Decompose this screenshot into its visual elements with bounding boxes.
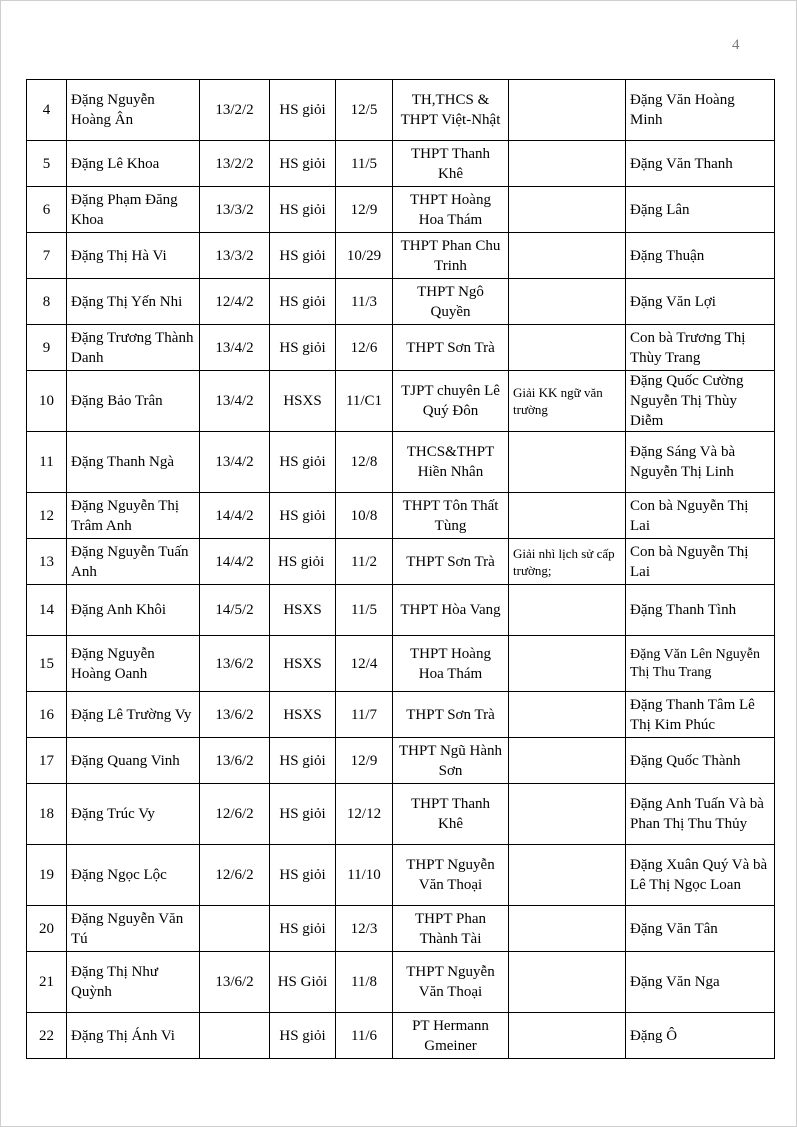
table-row [27, 784, 775, 845]
award-note [509, 233, 626, 279]
student-name: Đặng Lê Khoa [67, 141, 200, 187]
row-number: 18 [27, 784, 67, 845]
row-number: 19 [27, 845, 67, 906]
student-name: Đặng Thị Yến Nhi [67, 279, 200, 325]
student-name: Đặng Thị Ánh Vi [67, 1013, 200, 1059]
class-name: 12/4 [336, 636, 393, 692]
table-row [27, 906, 775, 952]
parent-name: Đặng Văn Lên Nguyễn Thị Thu Trang [626, 636, 775, 692]
school-name: THPT Ngũ Hành Sơn [393, 738, 509, 784]
row-number: 12 [27, 493, 67, 539]
row-number: 13 [27, 539, 67, 585]
academic-rank: HS giỏi [270, 845, 336, 906]
school-name: THPT Ngô Quyền [393, 279, 509, 325]
row-number: 5 [27, 141, 67, 187]
academic-rank: HSXS [270, 636, 336, 692]
school-name: THPT Sơn Trà [393, 539, 509, 585]
award-note [509, 432, 626, 493]
student-name: Đặng Thanh Ngà [67, 432, 200, 493]
award-note [509, 845, 626, 906]
table-row [27, 952, 775, 1013]
birth-date: 13/2/2 [200, 141, 270, 187]
academic-rank: HS giỏi [270, 906, 336, 952]
birth-date: 13/6/2 [200, 636, 270, 692]
birth-date [200, 906, 270, 952]
parent-name: Đặng Ô [626, 1013, 775, 1059]
table-row [27, 738, 775, 784]
student-name: Đặng Ngọc Lộc [67, 845, 200, 906]
academic-rank: HS Giỏi [270, 952, 336, 1013]
parent-name: Đặng Văn Tân [626, 906, 775, 952]
table-row [27, 371, 775, 432]
parent-name: Đặng Văn Lợi [626, 279, 775, 325]
award-note: Giải KK ngữ văn trường [509, 371, 626, 432]
award-note [509, 692, 626, 738]
academic-rank: HS giỏi [270, 539, 336, 585]
class-name: 12/9 [336, 187, 393, 233]
parent-name: Con bà Nguyễn Thị Lai [626, 539, 775, 585]
class-name: 11/7 [336, 692, 393, 738]
student-name: Đặng Thị Như Quỳnh [67, 952, 200, 1013]
student-name: Đặng Bảo Trân [67, 371, 200, 432]
award-note [509, 952, 626, 1013]
row-number: 6 [27, 187, 67, 233]
academic-rank: HS giỏi [270, 1013, 336, 1059]
table-row [27, 432, 775, 493]
student-name: Đặng Nguyễn Văn Tú [67, 906, 200, 952]
academic-rank: HS giỏi [270, 141, 336, 187]
student-name: Đặng Lê Trường Vy [67, 692, 200, 738]
table-row [27, 845, 775, 906]
table-row [27, 141, 775, 187]
school-name [393, 845, 509, 906]
parent-name: Đặng Quốc Cường Nguyễn Thị Thùy Diễm [626, 371, 775, 432]
parent-name: Con bà Nguyễn Thị Lai [626, 493, 775, 539]
student-name: Đặng Nguyễn Tuấn Anh [67, 539, 200, 585]
class-name: 11/5 [336, 141, 393, 187]
parent-name: Đặng Văn Hoàng Minh [626, 80, 775, 141]
parent-name: Đặng Anh Tuấn Và bà Phan Thị Thu Thủy [626, 784, 775, 845]
student-name: Đặng Anh Khôi [67, 585, 200, 636]
row-number: 9 [27, 325, 67, 371]
academic-rank: HS giỏi [270, 784, 336, 845]
class-name: 11/C1 [336, 371, 393, 432]
parent-name: Con bà Trương Thị Thùy Trang [626, 325, 775, 371]
school-name: TH,THCS & THPT Việt-Nhật [393, 80, 509, 141]
student-name: Đặng Nguyễn Hoàng Ân [67, 80, 200, 141]
academic-rank: HS giỏi [270, 80, 336, 141]
parent-name: Đặng Thanh Tâm Lê Thị Kim Phúc [626, 692, 775, 738]
row-number: 8 [27, 279, 67, 325]
award-note [509, 325, 626, 371]
table-row [27, 636, 775, 692]
birth-date: 13/4/2 [200, 371, 270, 432]
award-note: Giải nhì lịch sử cấp trường; [509, 539, 626, 585]
parent-name: Đặng Sáng Và bà Nguyễn Thị Linh [626, 432, 775, 493]
birth-date: 14/5/2 [200, 585, 270, 636]
birth-date: 13/2/2 [200, 80, 270, 141]
table-row [27, 692, 775, 738]
award-note [509, 784, 626, 845]
academic-rank: HS giỏi [270, 493, 336, 539]
class-name: 11/2 [336, 539, 393, 585]
student-name: Đặng Trương Thành Danh [67, 325, 200, 371]
table-row [27, 585, 775, 636]
student-name: Đặng Quang Vinh [67, 738, 200, 784]
row-number: 20 [27, 906, 67, 952]
school-name: THPT Nguyễn Văn Thoại [393, 952, 509, 1013]
academic-rank: HS giỏi [270, 279, 336, 325]
row-number: 4 [27, 80, 67, 141]
birth-date: 13/3/2 [200, 233, 270, 279]
academic-rank: HSXS [270, 692, 336, 738]
parent-name: Đặng Thuận [626, 233, 775, 279]
birth-date: 13/6/2 [200, 952, 270, 1013]
award-note [509, 279, 626, 325]
class-name: 11/8 [336, 952, 393, 1013]
birth-date: 14/4/2 [200, 493, 270, 539]
class-name: 11/5 [336, 585, 393, 636]
award-note [509, 1013, 626, 1059]
row-number: 10 [27, 371, 67, 432]
birth-date: 14/4/2 [200, 539, 270, 585]
award-note [509, 80, 626, 141]
student-name: Đặng Nguyễn Hoàng Oanh [67, 636, 200, 692]
class-name: 12/9 [336, 738, 393, 784]
school-name-text: THPT Nguyễn Văn Thoại [406, 857, 495, 893]
academic-rank: HS giỏi [270, 233, 336, 279]
class-name: 12/6 [336, 325, 393, 371]
award-note [509, 493, 626, 539]
birth-date: 12/4/2 [200, 279, 270, 325]
table-row [27, 279, 775, 325]
row-number: 7 [27, 233, 67, 279]
class-name: 10/29 [336, 233, 393, 279]
class-name: 12/3 [336, 906, 393, 952]
school-name: THPT Phan Thành Tài [393, 906, 509, 952]
birth-date [200, 1013, 270, 1059]
class-name: 12/12 [336, 784, 393, 845]
school-name: THPT Thanh Khê [393, 141, 509, 187]
birth-date: 13/3/2 [200, 187, 270, 233]
school-name: THCS&THPT Hiền Nhân [393, 432, 509, 493]
student-name: Đặng Nguyễn Thị Trâm Anh [67, 493, 200, 539]
school-name: THPT Tôn Thất Tùng [393, 493, 509, 539]
school-name: THPT Hoàng Hoa Thám [393, 636, 509, 692]
student-name: Đặng Trúc Vy [67, 784, 200, 845]
row-number: 15 [27, 636, 67, 692]
table-row [27, 187, 775, 233]
page-number: 4 [732, 37, 740, 53]
award-note [509, 636, 626, 692]
school-name: THPT Phan Chu Trinh [393, 233, 509, 279]
academic-rank: HSXS [270, 585, 336, 636]
parent-name: Đặng Văn Nga [626, 952, 775, 1013]
table-row [27, 233, 775, 279]
birth-date: 12/6/2 [200, 784, 270, 845]
school-name: THPT Thanh Khê [393, 784, 509, 845]
school-name: THPT Hoàng Hoa Thám [393, 187, 509, 233]
table-row [27, 539, 775, 585]
row-number: 16 [27, 692, 67, 738]
award-note [509, 738, 626, 784]
row-number: 14 [27, 585, 67, 636]
academic-rank: HS giỏi [270, 187, 336, 233]
birth-date: 12/6/2 [200, 845, 270, 906]
award-note [509, 906, 626, 952]
student-table [26, 79, 775, 1059]
award-note [509, 187, 626, 233]
student-name: Đặng Thị Hà Vi [67, 233, 200, 279]
class-name: 11/10 [336, 845, 393, 906]
parent-name: Đặng Văn Thanh [626, 141, 775, 187]
school-name: PT Hermann Gmeiner [393, 1013, 509, 1059]
student-name: Đặng Phạm Đăng Khoa [67, 187, 200, 233]
class-name: 11/3 [336, 279, 393, 325]
parent-name: Đặng Lân [626, 187, 775, 233]
award-note [509, 141, 626, 187]
row-number: 11 [27, 432, 67, 493]
table-row [27, 80, 775, 141]
row-number: 21 [27, 952, 67, 1013]
academic-rank: HSXS [270, 371, 336, 432]
row-number: 22 [27, 1013, 67, 1059]
academic-rank: HS giỏi [270, 325, 336, 371]
academic-rank: HS giỏi [270, 738, 336, 784]
class-name: 12/8 [336, 432, 393, 493]
parent-name: Đặng Xuân Quý Và bà Lê Thị Ngọc Loan [626, 845, 775, 906]
academic-rank: HS giỏi [270, 432, 336, 493]
birth-date: 13/4/2 [200, 325, 270, 371]
table-row [27, 1013, 775, 1059]
class-name: 10/8 [336, 493, 393, 539]
birth-date: 13/6/2 [200, 692, 270, 738]
table-row [27, 325, 775, 371]
parent-name: Đặng Quốc Thành [626, 738, 775, 784]
table-row [27, 493, 775, 539]
class-name: 11/6 [336, 1013, 393, 1059]
birth-date: 13/4/2 [200, 432, 270, 493]
class-name: 12/5 [336, 80, 393, 141]
birth-date: 13/6/2 [200, 738, 270, 784]
award-note [509, 585, 626, 636]
school-name: THPT Sơn Trà [393, 325, 509, 371]
parent-name: Đặng Thanh Tình [626, 585, 775, 636]
school-name: THPT Sơn Trà [393, 692, 509, 738]
school-name: THPT Hòa Vang [393, 585, 509, 636]
row-number: 17 [27, 738, 67, 784]
school-name: TJPT chuyên Lê Quý Đôn [393, 371, 509, 432]
